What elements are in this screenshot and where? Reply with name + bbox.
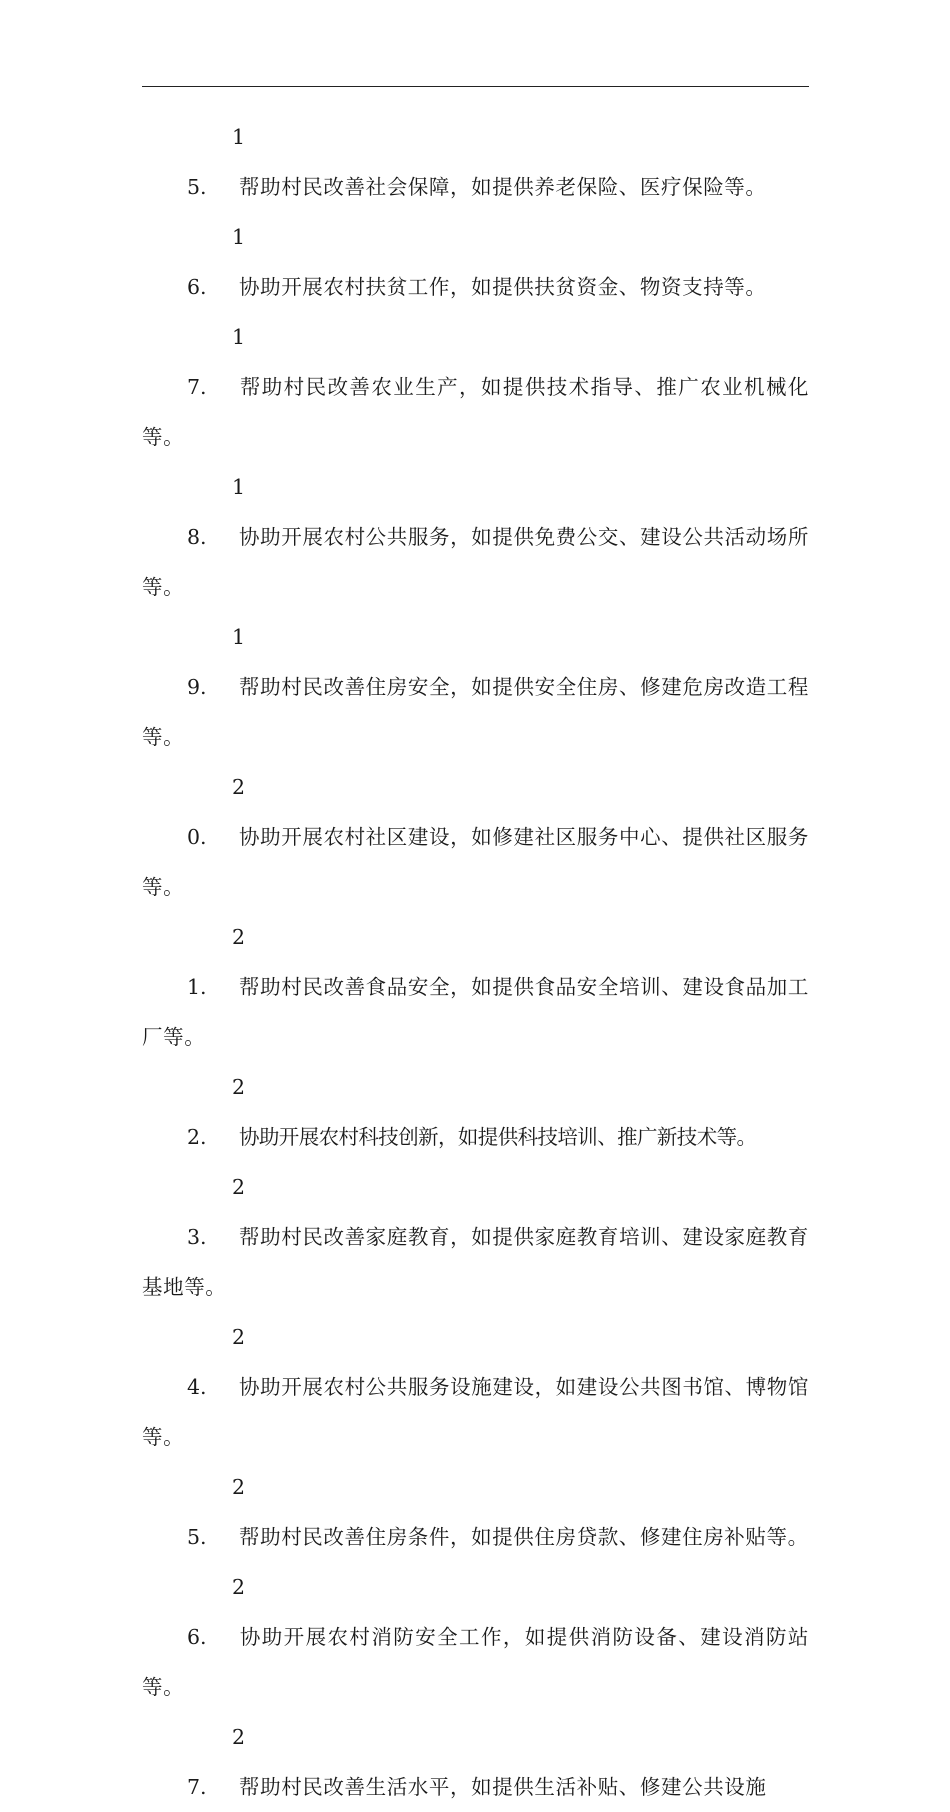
item-text: 协助开展农村科技创新，如提供科技培训、推广新技术等。 (239, 1125, 757, 1149)
list-item (142, 1312, 809, 1462)
item-number: 23. (187, 1175, 246, 1249)
item-text: 帮助村民改善食品安全，如提供食品安全培训、建设食品加工厂等。 (142, 975, 809, 1049)
item-number: 24. (187, 1325, 246, 1399)
item-number: 25. (187, 1475, 246, 1549)
item-number: 20. (187, 775, 246, 849)
item-text: 协助开展农村消防安全工作，如提供消防设备、建设消防站等。 (142, 1625, 809, 1699)
item-text: 帮助村民改善住房安全，如提供安全住房、修建危房改造工程等。 (142, 675, 809, 749)
item-text: 帮助村民改善家庭教育，如提供家庭教育培训、建设家庭教育基地等。 (142, 1225, 809, 1299)
item-text: 协助开展农村公共服务设施建设，如建设公共图书馆、博物馆等。 (142, 1375, 809, 1449)
document-body (142, 112, 809, 1812)
item-number: 27. (187, 1725, 246, 1799)
item-number: 16. (187, 225, 246, 299)
item-number: 21. (187, 925, 246, 999)
item-number: 26. (187, 1575, 246, 1649)
item-text: 协助开展农村公共服务，如提供免费公交、建设公共活动场所等。 (142, 525, 809, 599)
item-number: 17. (187, 325, 246, 399)
list-item (142, 1062, 809, 1162)
item-number: 18. (187, 475, 246, 549)
list-item (142, 1562, 809, 1712)
item-text: 帮助村民改善生活水平，如提供生活补贴、修建公共设施 (239, 1775, 767, 1799)
item-number: 15. (187, 125, 246, 199)
list-item (142, 1162, 809, 1312)
item-text: 帮助村民改善社会保障，如提供养老保险、医疗保险等。 (239, 175, 767, 199)
list-item (142, 212, 809, 312)
item-text: 帮助村民改善农业生产，如提供技术指导、推广农业机械化等。 (142, 375, 809, 449)
list-item (142, 612, 809, 762)
item-number: 22. (187, 1075, 246, 1149)
item-text: 协助开展农村社区建设，如修建社区服务中心、提供社区服务等。 (142, 825, 809, 899)
item-number: 19. (187, 625, 246, 699)
list-item (142, 462, 809, 612)
header-rule (142, 86, 809, 87)
list-item (142, 1712, 809, 1812)
list-item (142, 912, 809, 1062)
item-text: 帮助村民改善住房条件，如提供住房贷款、修建住房补贴等。 (239, 1525, 809, 1549)
list-item (142, 1462, 809, 1562)
item-text: 协助开展农村扶贫工作，如提供扶贫资金、物资支持等。 (239, 275, 767, 299)
list-item (142, 312, 809, 462)
list-item (142, 762, 809, 912)
list-item (142, 112, 809, 212)
